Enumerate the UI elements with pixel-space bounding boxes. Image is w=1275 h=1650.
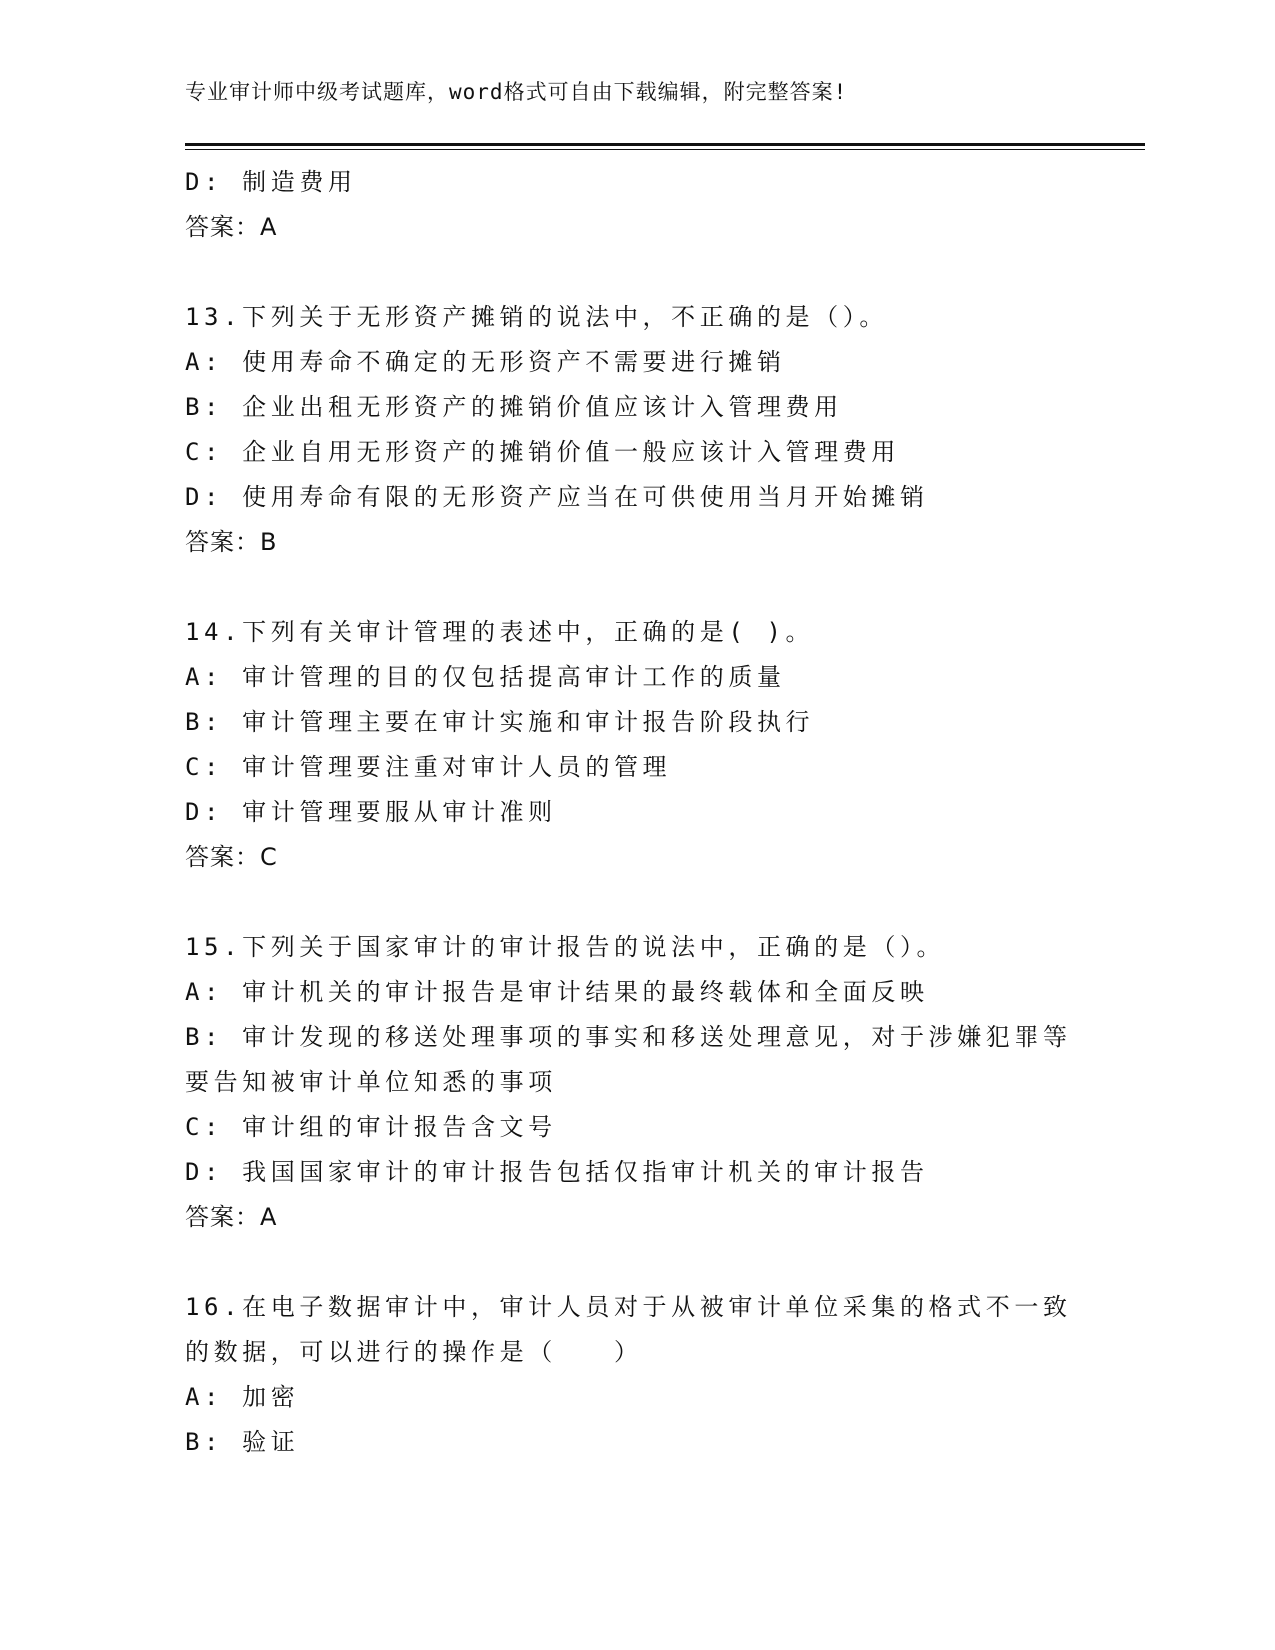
page-header: 专业审计师中级考试题库，word格式可自由下载编辑，附完整答案! — [185, 80, 848, 104]
option-b: B: 验证 — [185, 1428, 300, 1456]
option-a: A: 审计管理的目的仅包括提高审计工作的质量 — [185, 663, 786, 691]
answer-line: 答案：B — [185, 528, 278, 556]
spacer — [185, 565, 1085, 610]
spacer — [185, 250, 1085, 295]
option-b-continued: 要告知被审计单位知悉的事项 — [185, 1068, 557, 1096]
header-rule-thin — [185, 149, 1145, 150]
question-stem: 16.在电子数据审计中，审计人员对于从被审计单位采集的格式不一致 — [185, 1293, 1072, 1321]
option-c: C: 审计管理要注重对审计人员的管理 — [185, 753, 672, 781]
option-a: A: 使用寿命不确定的无形资产不需要进行摊销 — [185, 348, 786, 376]
question-stem: 15.下列关于国家审计的审计报告的说法中，正确的是（）。 — [185, 933, 946, 961]
option-c: C: 审计组的审计报告含文号 — [185, 1113, 557, 1141]
question-15 — [185, 925, 1085, 1240]
question-16 — [185, 1285, 1085, 1465]
option-d: D: 审计管理要服从审计准则 — [185, 798, 557, 826]
option-b: B: 企业出租无形资产的摊销价值应该计入管理费用 — [185, 393, 843, 421]
option-b: B: 审计发现的移送处理事项的事实和移送处理意见，对于涉嫌犯罪等 — [185, 1023, 1072, 1051]
answer-line: 答案：C — [185, 843, 278, 871]
spacer — [185, 880, 1085, 925]
option-c: C: 企业自用无形资产的摊销价值一般应该计入管理费用 — [185, 438, 900, 466]
option-b: B: 审计管理主要在审计实施和审计报告阶段执行 — [185, 708, 815, 736]
answer-line: 答案：A — [185, 213, 278, 241]
option-d: D: 制造费用 — [185, 168, 357, 196]
option-d: D: 我国国家审计的审计报告包括仅指审计机关的审计报告 — [185, 1158, 929, 1186]
question-13 — [185, 295, 1085, 565]
answer-line: 答案：A — [185, 1203, 278, 1231]
option-a: A: 审计机关的审计报告是审计结果的最终载体和全面反映 — [185, 978, 929, 1006]
option-d: D: 使用寿命有限的无形资产应当在可供使用当月开始摊销 — [185, 483, 929, 511]
question-content — [185, 160, 1085, 1465]
spacer — [185, 1240, 1085, 1285]
option-a: A: 加密 — [185, 1383, 300, 1411]
question-stem: 14.下列有关审计管理的表述中，正确的是( )。 — [185, 618, 815, 646]
question-14 — [185, 610, 1085, 880]
question-stem: 13.下列关于无形资产摊销的说法中，不正确的是（）。 — [185, 303, 888, 331]
header-rule-thick — [185, 143, 1145, 146]
question-stem-continued: 的数据，可以进行的操作是（ ） — [185, 1338, 643, 1366]
